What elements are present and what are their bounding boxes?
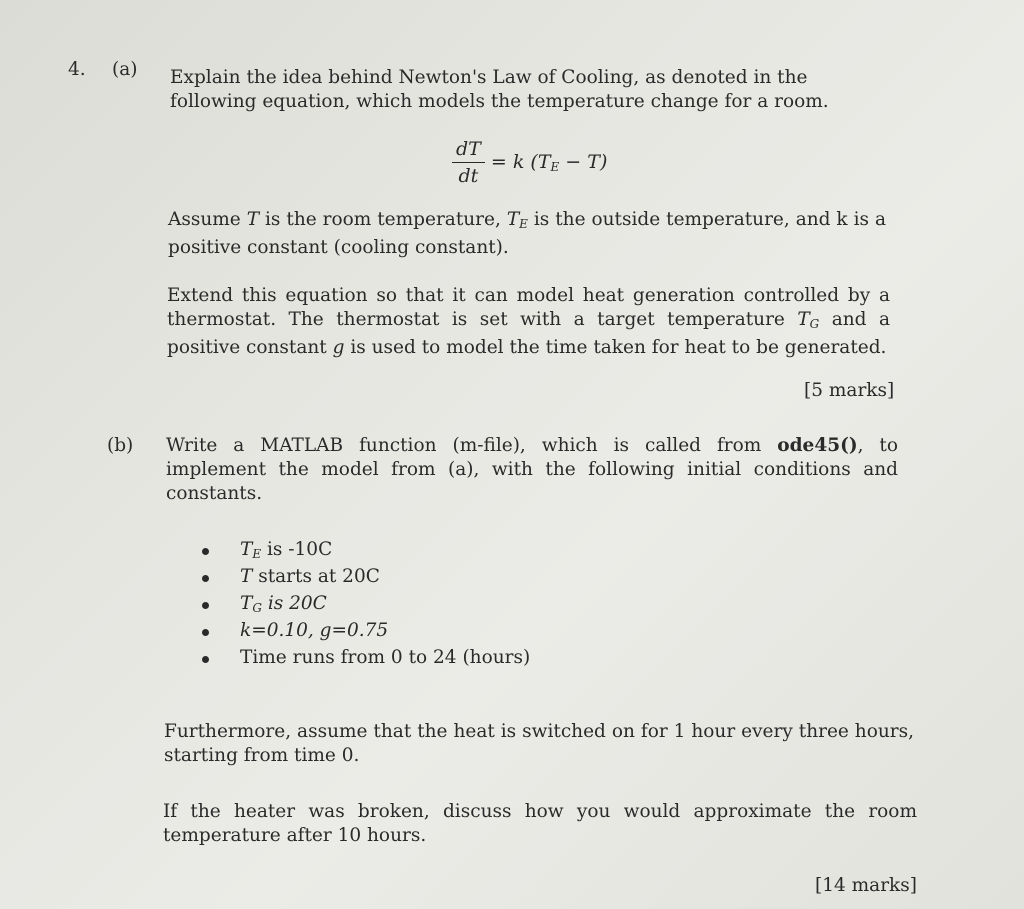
part-b-marks: [14 marks] <box>815 875 917 896</box>
bullet-icon <box>202 575 209 582</box>
bullet-icon <box>202 629 209 636</box>
assume-paragraph: Assume T is the room temperature, $T_E$ is the outside temperature, and k is a positive constant (cooling constant). <box>168 209 886 258</box>
part-b-label: (b) <box>107 435 134 456</box>
part-a-label: (a) <box>112 59 138 80</box>
equation-denominator: dt <box>458 165 479 187</box>
part-a-intro: Explain the idea behind Newton's Law of Cooling, as denoted in the following equation, which models the temperature change for a room. <box>170 67 829 112</box>
question-number: 4. <box>68 59 86 80</box>
part-b-intro: Write a MATLAB function (m-file), which is called from ode45(), to implement the model from (a), with the following initial conditions and constants. <box>166 435 898 504</box>
bullet-icon <box>202 656 209 663</box>
newton-cooling-equation <box>452 136 607 189</box>
derivative-fraction <box>452 136 485 189</box>
equation-numerator: dT <box>452 136 485 163</box>
bullet-icon <box>202 548 209 555</box>
part-a-marks: [5 marks] <box>804 380 895 401</box>
furthermore-paragraph: Furthermore, assume that the heat is switched on for 1 hour every three hours, starting from time 0. <box>164 721 914 766</box>
bullet-icon <box>202 602 209 609</box>
broken-heater-paragraph: If the heater was broken, discuss how you would approximate the room temperature after 10 hours. <box>163 801 917 846</box>
extend-paragraph: Extend this equation so that it can model heat generation controlled by a thermostat. The thermostat is set with a target temperature $T_G$ and a positive constant g is used to model the time taken for heat to be generated. <box>167 285 890 358</box>
equation-rhs: = k $(T_E - T)$ <box>490 151 608 174</box>
